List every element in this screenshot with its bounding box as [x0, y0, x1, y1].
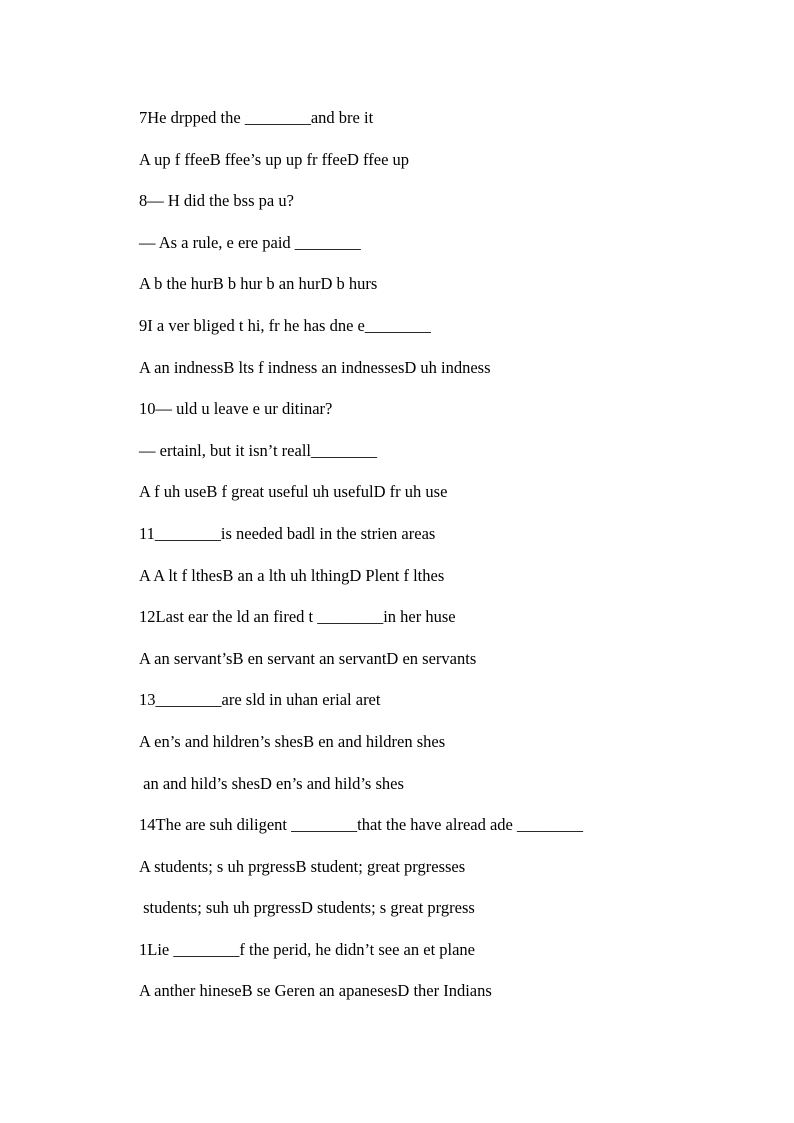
- question-7-options: A up f ffeeB ffee’s up up fr ffeeD ffee up: [139, 149, 410, 169]
- question-10: 10— uld u leave e ur ditinar?: [139, 399, 333, 419]
- question-7: 7He drpped the ________and bre it: [139, 108, 374, 127]
- question-15: 1Lie ________f the perid, he didn’t see an et plane: [139, 939, 476, 959]
- question-14-options-line-1: A students; s uh prgressB student; great prgresses: [139, 856, 466, 876]
- question-9-options: A an indnessB lts f indness an indnessesD uh indness: [139, 357, 491, 377]
- question-10-response: — ertainl, but it isn’t reall________: [139, 440, 377, 460]
- question-13-options-line-2: an and hild’s shesD en’s and hild’s shes: [139, 773, 404, 793]
- question-11: 11________is needed badl in the strien areas: [139, 523, 436, 543]
- question-8: 8— H did the bss pa u?: [139, 191, 294, 211]
- question-13-options-line-1: A en’s and hildren’s shesB en and hildren shes: [139, 731, 446, 751]
- question-8-response: — As a rule, e ere paid ________: [139, 232, 361, 252]
- question-12-options: A an servant’sB en servant an servantD en servants: [139, 648, 477, 668]
- question-14: 14The are suh diligent ________that the have alread ade ________: [139, 815, 583, 835]
- question-14-options-line-2: students; suh uh prgressD students; s great prgress: [139, 898, 475, 918]
- question-11-options: A A lt f lthesB an a lth uh lthingD Plent f lthes: [139, 565, 445, 585]
- question-8-options: A b the hurB b hur b an hurD b hurs: [139, 274, 378, 294]
- exercise-list: [139, 106, 759, 1021]
- question-10-options: A f uh useB f great useful uh usefulD fr uh use: [139, 482, 448, 502]
- question-12: 12Last ear the ld an fired t ________in her huse: [139, 607, 456, 627]
- question-9: 9I a ver bliged t hi, fr he has dne e________: [139, 315, 431, 335]
- question-13: 13________are sld in uhan erial aret: [139, 690, 381, 710]
- question-15-options: A anther hineseB se Geren an apanesesD ther Indians: [139, 981, 492, 1001]
